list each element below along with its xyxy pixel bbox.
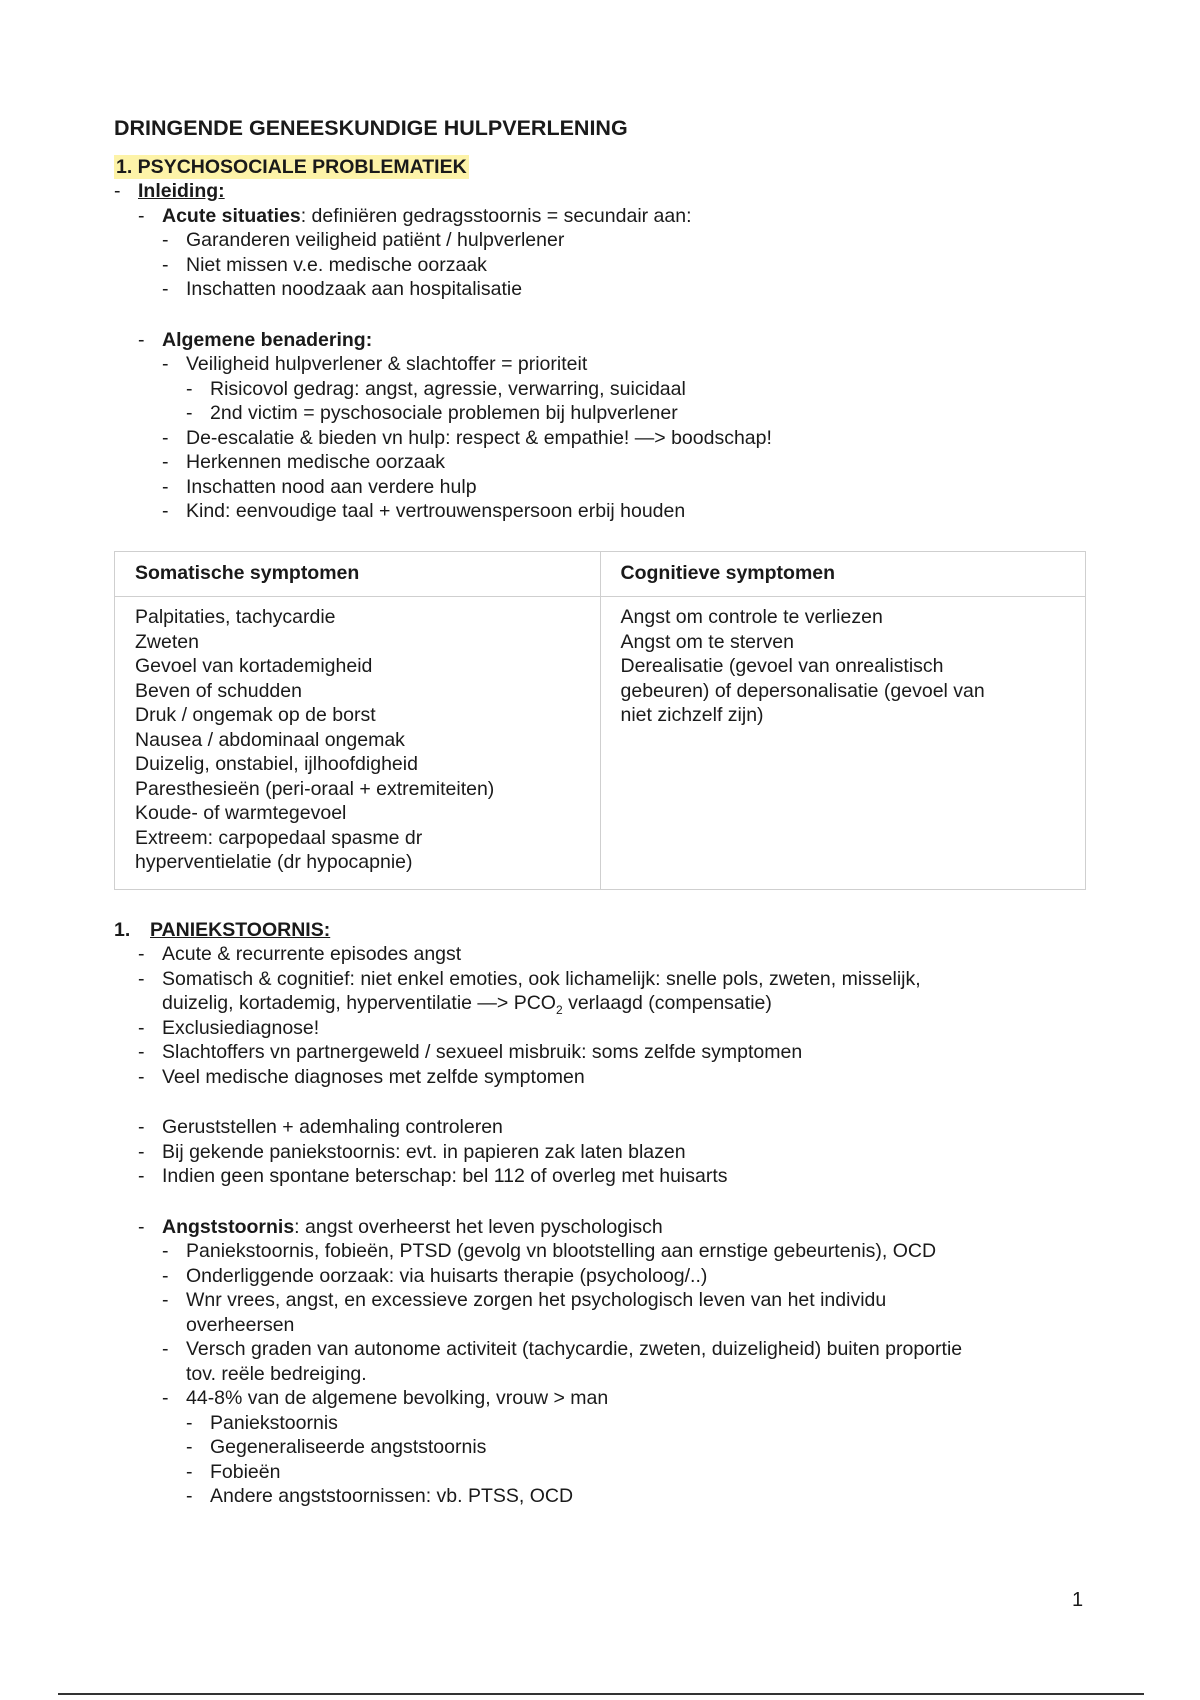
document-title: DRINGENDE GENEESKUNDIGE HULPVERLENING	[114, 116, 628, 140]
list-item: - Bij gekende paniekstoornis: evt. in papieren zak laten blazen	[138, 1140, 686, 1163]
list-item: - Paniekstoornis, fobieën, PTSD (gevolg vn blootstelling aan ernstige gebeurtenis), OCD	[162, 1240, 937, 1262]
list-item: - De-escalatie & bieden vn hulp: respect & empathie! —> boodschap!	[162, 426, 772, 449]
list-item: - 2nd victim = pyschosociale problemen bij hulpverlener	[186, 402, 678, 424]
section-heading-psychosociaal: 1. PSYCHOSOCIALE PROBLEMATIEK	[116, 155, 467, 178]
list-item: - Angststoornis: angst overheerst het leven pyschologisch	[138, 1215, 663, 1238]
list-item: - Slachtoffers vn partnergeweld / sexueel misbruik: soms zelfde symptomen	[138, 1041, 803, 1063]
footer-divider	[58, 1693, 1144, 1695]
list-item: - Niet missen v.e. medische oorzaak	[162, 253, 487, 276]
list-item: - Indien geen spontane beterschap: bel 112 of overleg met huisarts	[138, 1165, 728, 1187]
list-item: - Somatisch & cognitief: niet enkel emoties, ook lichamelijk: snelle pols, zweten, misselijk,	[138, 967, 921, 990]
list-item: - 44-8% van de algemene bevolking, vrouw > man	[162, 1387, 609, 1409]
table-header-cognitive: Cognitieve symptomen	[600, 551, 1086, 597]
list-item: - Veel medische diagnoses met zelfde symptomen	[138, 1065, 585, 1088]
list-item: - Wnr vrees, angst, en excessieve zorgen het psychologisch leven van het individu	[162, 1289, 887, 1311]
list-item: - Herkennen medische oorzaak	[162, 451, 446, 473]
somatic-cell: Palpitaties, tachycardie Zweten Gevoel van kortademigheid Beven of schudden Druk / ongemak op de borst Nausea / abdominaal ongemak Duizelig, onstabiel, ijlhoofdigheid Paresthesieën (peri-oraal + extremiteiten) Koude- of warmtegevoel Extreem: carpopedaal spasme dr hyperventielatie (dr hypocapnie)	[115, 597, 601, 890]
list-item: - Inschatten noodzaak aan hospitalisatie	[162, 278, 523, 300]
list-item: - Veiligheid hulpverlener & slachtoffer = prioriteit	[162, 353, 588, 375]
inleiding-label: Inleiding:	[138, 180, 225, 202]
list-item: - Onderliggende oorzaak: via huisarts therapie (psycholoog/..)	[162, 1264, 708, 1287]
list-item: - Paniekstoornis	[186, 1411, 338, 1434]
list-item: - Inleiding:	[114, 180, 225, 202]
list-item: - Versch graden van autonome activiteit (tachycardie, zweten, duizeligheid) buiten proportie	[162, 1338, 963, 1360]
list-item: - Inschatten nood aan verdere hulp	[162, 475, 477, 498]
list-item: - Exclusiediagnose!	[138, 1016, 320, 1039]
list-item: - Fobieën	[186, 1460, 281, 1483]
list-item: - Andere angststoornissen: vb. PTSS, OCD	[186, 1485, 574, 1507]
cognitive-cell: Angst om controle te verliezen Angst om te sterven Derealisatie (gevoel van onrealistisch gebeuren) of depersonalisatie (gevoel van niet zichzelf zijn)	[600, 597, 1086, 890]
page-number: 1	[1072, 1589, 1084, 1611]
symptoms-table	[114, 551, 1086, 890]
list-item: - Acute & recurrente episodes angst	[138, 943, 462, 965]
list-item: - Kind: eenvoudige taal + vertrouwenspersoon erbij houden	[162, 500, 686, 522]
list-item-continuation: duizelig, kortademig, hyperventilatie —> $PCO_2$ verlaagd (compensatie)	[162, 992, 772, 1017]
list-item-continuation: overheersen	[186, 1313, 295, 1336]
list-item: - Geruststellen + ademhaling controleren	[138, 1116, 503, 1138]
list-item-continuation: tov. reële bedreiging.	[186, 1362, 367, 1385]
list-item: - Garanderen veiligheid patiënt / hulpverlener	[162, 229, 565, 251]
list-item: - Algemene benadering:	[138, 328, 373, 351]
table-header-somatic: Somatische symptomen	[115, 551, 601, 597]
list-item: - Acute situaties: definiëren gedragsstoornis = secundair aan:	[138, 204, 692, 227]
document-page	[114, 112, 1086, 1509]
section-heading-paniekstoornis: 1. PANIEKSTOORNIS:	[114, 918, 331, 941]
list-item: - Gegeneraliseerde angststoornis	[186, 1436, 487, 1458]
list-item: - Risicovol gedrag: angst, agressie, verwarring, suicidaal	[186, 377, 686, 400]
